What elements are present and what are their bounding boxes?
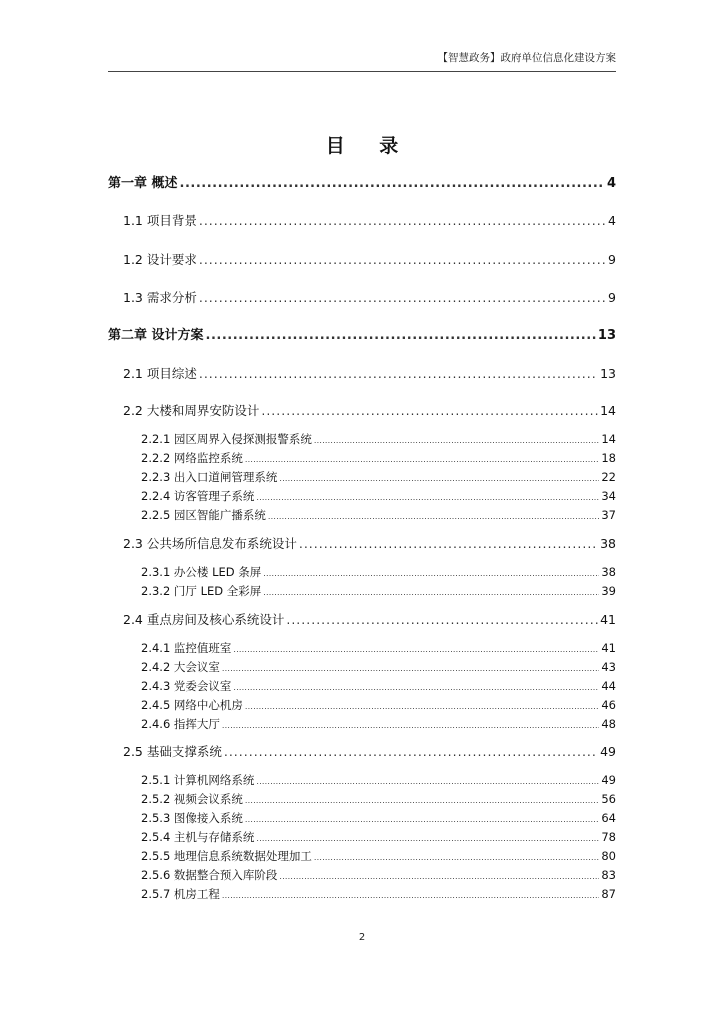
leader-dots [268,508,599,526]
toc-entry-title: 2.5.4 主机与存储系统 [141,830,255,844]
leader-dots [199,365,598,383]
toc-entry-2-3-1[interactable] [141,563,616,581]
leader-dots [245,811,599,829]
leader-dots [222,887,599,905]
toc-entry-page: 22 [601,470,616,484]
toc-entry-title: 2.2 大楼和周界安防设计 [123,403,260,418]
leader-dots [263,584,599,602]
toc-entry-2-4-6[interactable] [141,715,616,733]
toc-entry-page: 83 [601,868,616,882]
leader-dots [299,535,598,553]
leader-dots [233,641,599,659]
leader-dots [263,565,599,583]
toc-entry-title: 2.2.1 园区周界入侵探测报警系统 [141,432,312,446]
toc-entry-title: 2.5.7 机房工程 [141,887,220,901]
toc-entry-title: 2.5.5 地理信息系统数据处理加工 [141,849,312,863]
leader-dots [199,212,606,230]
toc-entry-title: 1.1 项目背景 [123,213,197,228]
toc-entry-2-5-1[interactable] [141,771,616,789]
toc-entry-2-4-3[interactable] [141,677,616,695]
leader-dots [224,743,598,761]
toc-entry-page: 49 [601,773,616,787]
leader-dots [245,698,599,716]
toc-entry-page: 78 [601,830,616,844]
toc-entry-page: 80 [601,849,616,863]
running-header: 【智慧政务】政府单位信息化建设方案 [437,52,616,64]
leader-dots [199,251,606,269]
toc-entry-title: 2.1 项目综述 [123,366,197,381]
leader-dots [245,792,599,810]
toc-entry-page: 64 [601,811,616,825]
toc-entry-page: 4 [606,176,616,191]
leader-dots [245,451,599,469]
toc-entry-page: 38 [600,536,616,551]
toc-entry-2-2-5[interactable] [141,506,616,524]
toc-entry-title: 2.5.1 计算机网络系统 [141,773,255,787]
toc-entry-2-2-3[interactable] [141,468,616,486]
leader-dots [222,660,599,678]
toc-entry-title: 2.3.2 门厅 LED 全彩屏 [141,584,262,598]
toc-entry-2-1[interactable] [123,365,616,383]
toc-entry-2-5-4[interactable] [141,828,616,846]
toc-entry-2-4[interactable] [123,611,616,629]
toc-entry-2-4-2[interactable] [141,658,616,676]
leader-dots [233,679,599,697]
toc-entry-page: 87 [601,887,616,901]
toc-entry-page: 9 [608,290,616,305]
page-number: 2 [358,932,366,943]
toc-entry-2-2-1[interactable] [141,430,616,448]
toc-entry-2-5-7[interactable] [141,885,616,903]
leader-dots [261,402,598,420]
leader-dots [222,717,599,735]
leader-dots [180,175,605,193]
toc-entry-title: 2.2.2 网络监控系统 [141,451,243,465]
toc-entry-page: 9 [608,252,616,267]
toc-entry-page: 13 [600,366,616,381]
toc-entry-title: 2.2.3 出入口道闸管理系统 [141,470,278,484]
toc-entry-page: 39 [601,584,616,598]
toc-entry-2-5[interactable] [123,743,616,761]
toc-entry-title: 1.3 需求分析 [123,290,197,305]
leader-dots [199,289,606,307]
toc-entry-2-4-1[interactable] [141,639,616,657]
toc-entry-title: 1.2 设计要求 [123,252,197,267]
toc-entry-2-5-3[interactable] [141,809,616,827]
toc-entry-title: 2.5.3 图像接入系统 [141,811,243,825]
toc-entry-2-3-2[interactable] [141,582,616,600]
toc-entry-title: 第二章 设计方案 [108,328,204,343]
toc-entry-title: 2.3.1 办公楼 LED 条屏 [141,565,262,579]
leader-dots [314,432,599,450]
toc-entry-page: 14 [601,432,616,446]
toc-entry-title: 2.5.2 视频会议系统 [141,792,243,806]
toc-entry-title: 2.4.6 指挥大厅 [141,717,220,731]
toc-entry-1-2[interactable] [123,251,616,269]
toc-entry-chapter-2[interactable] [108,327,616,345]
toc-entry-1-3[interactable] [123,289,616,307]
toc-entry-page: 48 [601,717,616,731]
toc-entry-title: 2.5.6 数据整合预入库阶段 [141,868,278,882]
toc-entry-title: 2.4.2 大会议室 [141,660,220,674]
toc-entry-page: 46 [601,698,616,712]
toc-entry-page: 38 [601,565,616,579]
toc-entry-page: 41 [600,612,616,627]
toc-title: 目 录 [325,135,413,157]
toc-entry-page: 13 [597,328,616,343]
leader-dots [256,773,599,791]
leader-dots [256,830,599,848]
toc-entry-title: 第一章 概述 [108,176,178,191]
toc-entry-page: 18 [601,451,616,465]
toc-entry-page: 43 [601,660,616,674]
toc-entry-title: 2.4 重点房间及核心系统设计 [123,612,285,627]
toc-entry-2-2-4[interactable] [141,487,616,505]
toc-entry-page: 4 [608,213,616,228]
toc-entry-1-1[interactable] [123,212,616,230]
toc-entry-page: 14 [600,403,616,418]
toc-entry-2-4-5[interactable] [141,696,616,714]
toc-entry-2-5-2[interactable] [141,790,616,808]
toc-entry-chapter-1[interactable] [108,175,616,193]
toc-entry-title: 2.4.1 监控值班室 [141,641,232,655]
toc-entry-page: 41 [601,641,616,655]
toc-entry-2-2[interactable] [123,402,616,420]
leader-dots [279,470,599,488]
toc-entry-page: 37 [601,508,616,522]
toc-entry-2-5-5[interactable] [141,847,616,865]
toc-entry-page: 34 [601,489,616,503]
leader-dots [206,327,596,345]
toc-entry-title: 2.2.5 园区智能广播系统 [141,508,266,522]
toc-entry-title: 2.4.3 党委会议室 [141,679,232,693]
toc-entry-2-3[interactable] [123,535,616,553]
toc-entry-2-2-2[interactable] [141,449,616,467]
toc-entry-page: 56 [601,792,616,806]
leader-dots [314,849,599,867]
leader-dots [279,868,599,886]
toc-entry-title: 2.5 基础支撑系统 [123,744,222,759]
toc-entry-title: 2.2.4 访客管理子系统 [141,489,255,503]
toc-entry-page: 49 [600,744,616,759]
leader-dots [256,489,599,507]
toc-entry-title: 2.4.5 网络中心机房 [141,698,243,712]
toc-entry-page: 44 [601,679,616,693]
toc-entry-2-5-6[interactable] [141,866,616,884]
leader-dots [286,611,598,629]
toc-entry-title: 2.3 公共场所信息发布系统设计 [123,536,297,551]
